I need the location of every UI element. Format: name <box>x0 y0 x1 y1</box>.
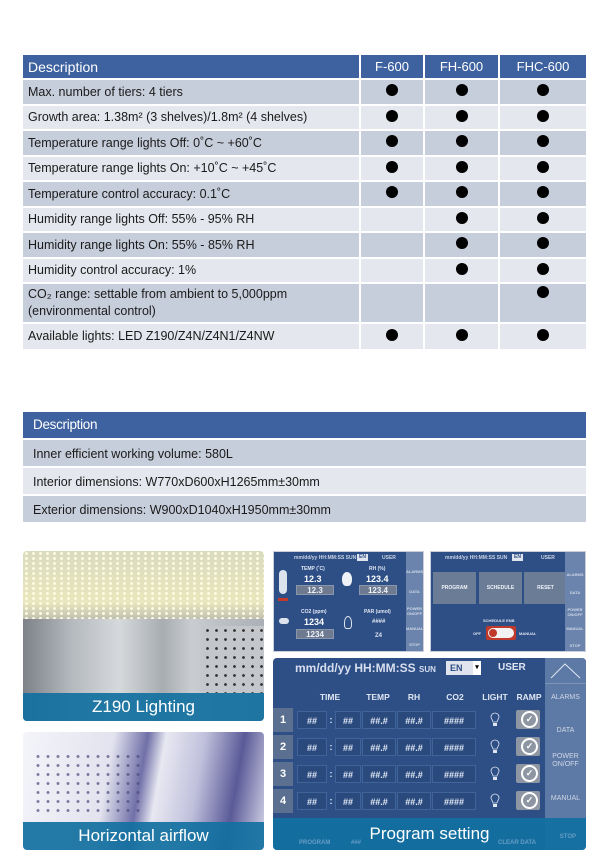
side-power-onoff[interactable]: ON/OFF <box>552 761 579 768</box>
step-number: 4 <box>273 789 293 813</box>
table-row <box>23 130 586 156</box>
table-row <box>23 79 586 105</box>
filled-dot-icon <box>456 237 468 249</box>
hour-field[interactable]: ## <box>297 738 327 756</box>
program-setting-screen <box>273 658 586 850</box>
minute-field[interactable]: ## <box>335 792 361 810</box>
light-bulb-icon[interactable] <box>490 766 500 782</box>
availability-fhc600 <box>499 283 586 323</box>
perforated-panel <box>203 626 264 693</box>
availability-f600 <box>360 130 424 156</box>
co2-field[interactable]: #### <box>432 792 476 810</box>
language-select[interactable]: EN <box>359 554 366 560</box>
temp-field[interactable]: ##.# <box>362 738 396 756</box>
filled-dot-icon <box>386 186 398 198</box>
feature-label: Temperature range lights Off: 0˚C ~ +60˚C <box>23 130 360 156</box>
table-header-row <box>23 55 586 79</box>
language-select[interactable]: EN <box>514 554 521 560</box>
dimensions-table <box>23 412 586 522</box>
step-number: 1 <box>273 708 293 732</box>
dimensions-row: Interior dimensions: W770xD600xH1265mm±30mm <box>23 466 586 494</box>
header-description: Description <box>23 55 360 79</box>
ramp-check-icon[interactable] <box>516 791 540 810</box>
filled-dot-icon <box>456 263 468 275</box>
lighting-caption: Z190 Lighting <box>23 693 264 721</box>
feature-label: Humidity control accuracy: 1% <box>23 258 360 284</box>
time-separator: : <box>329 742 333 752</box>
side-power[interactable]: POWER ON/OFF <box>567 607 583 617</box>
time-separator: : <box>329 796 333 806</box>
side-stop[interactable]: STOP <box>569 643 581 648</box>
rh-field[interactable]: ##.# <box>397 765 431 783</box>
hour-field[interactable]: ## <box>297 765 327 783</box>
airflow-photo <box>23 732 264 850</box>
table-row <box>23 181 586 207</box>
filled-dot-icon <box>386 84 398 96</box>
co2-field[interactable]: #### <box>432 765 476 783</box>
step-number: 2 <box>273 735 293 759</box>
availability-fhc600 <box>499 207 586 233</box>
rh-value: 123.4 <box>366 574 389 584</box>
side-stop[interactable]: STOP <box>409 642 420 647</box>
program-row <box>273 735 545 759</box>
language-select[interactable] <box>446 661 481 675</box>
thermometer-icon <box>279 570 287 594</box>
side-manual[interactable]: MANUAL <box>566 626 584 631</box>
side-alarms[interactable]: ALARMS <box>406 569 424 574</box>
availability-f600 <box>360 181 424 207</box>
schedule-enable-label: SCHEDULE ENB <box>483 618 515 623</box>
datetime-display: mm/dd/yy HH:MM:SS SUN <box>294 555 357 561</box>
filled-dot-icon <box>456 186 468 198</box>
side-power[interactable]: POWER <box>552 753 579 760</box>
date-time: mm/dd/yy HH:MM:SS <box>295 661 416 675</box>
availability-fhc600 <box>499 323 586 349</box>
dimensions-row: Inner efficient working volume: 580L <box>23 438 586 466</box>
col-ramp: RAMP <box>516 692 542 702</box>
availability-f600 <box>360 258 424 284</box>
availability-f600 <box>360 283 424 323</box>
table-row <box>23 323 586 349</box>
dimensions-row: Exterior dimensions: W900xD1040xH1950mm±30mm <box>23 494 586 522</box>
side-alarms[interactable]: ALARMS <box>566 572 584 577</box>
feature-label: Humidity range lights Off: 55% - 95% RH <box>23 207 360 233</box>
filled-dot-icon <box>537 161 549 173</box>
side-power[interactable]: POWER ON/OFF <box>406 606 423 616</box>
availability-fh600 <box>424 79 499 105</box>
dimensions-header: Description <box>23 412 586 438</box>
table-row <box>23 156 586 182</box>
filled-dot-icon <box>537 212 549 224</box>
user-button[interactable]: USER <box>498 662 526 673</box>
filled-dot-icon <box>386 110 398 122</box>
program-row <box>273 708 545 732</box>
filled-dot-icon <box>456 110 468 122</box>
chevron-down-icon: ▾ <box>473 661 481 675</box>
filled-dot-icon <box>537 286 549 298</box>
availability-fhc600 <box>499 232 586 258</box>
light-bulb-icon[interactable] <box>490 739 500 755</box>
airflow-caption: Horizontal airflow <box>23 822 264 850</box>
filled-dot-icon <box>386 135 398 147</box>
side-data[interactable]: DATA <box>556 727 575 734</box>
program-button[interactable]: PROGRAM <box>433 572 476 604</box>
rh-setpoint[interactable]: 123.4 <box>359 585 397 595</box>
light-bulb-icon[interactable] <box>490 712 500 728</box>
specification-table <box>23 55 586 349</box>
minute-field[interactable]: ## <box>335 711 361 729</box>
availability-f600 <box>360 79 424 105</box>
hour-field[interactable]: ## <box>297 711 327 729</box>
side-alarms[interactable]: ALARMS <box>551 694 580 701</box>
availability-fhc600 <box>499 130 586 156</box>
filled-dot-icon <box>537 135 549 147</box>
side-data[interactable]: DATA <box>569 590 581 595</box>
filled-dot-icon <box>386 329 398 341</box>
filled-dot-icon <box>537 263 549 275</box>
filled-dot-icon <box>456 212 468 224</box>
user-button[interactable]: USER <box>541 555 555 561</box>
side-manual[interactable]: MANUAL <box>406 626 424 631</box>
step-number: 3 <box>273 762 293 786</box>
availability-fhc600 <box>499 181 586 207</box>
user-button[interactable]: USER <box>382 555 396 561</box>
table-row <box>23 283 586 323</box>
availability-fh600 <box>424 156 499 182</box>
temp-alarm-indicator <box>278 598 288 601</box>
table-row <box>23 258 586 284</box>
header-fh600: FH-600 <box>424 55 499 79</box>
availability-fh600 <box>424 105 499 131</box>
filled-dot-icon <box>537 329 549 341</box>
availability-f600 <box>360 207 424 233</box>
filled-dot-icon <box>537 237 549 249</box>
filled-dot-icon <box>537 186 549 198</box>
col-temp: TEMP <box>366 692 390 702</box>
side-manual[interactable]: MANUAL <box>550 795 581 802</box>
feature-label: Temperature range lights On: +10˚C ~ +45˚C <box>23 156 360 182</box>
toggle-on-label: MANUAL <box>519 631 537 636</box>
datetime-display: mm/dd/yy HH:MM:SS SUN <box>445 555 508 561</box>
language-value: EN <box>450 663 463 673</box>
temp-value: 12.3 <box>304 574 322 584</box>
availability-fh600 <box>424 130 499 156</box>
controller-main-screen <box>273 551 424 652</box>
col-rh: RH <box>407 692 421 702</box>
datetime-display <box>295 658 436 678</box>
availability-fh600 <box>424 283 499 323</box>
airflow-perforations <box>33 752 143 812</box>
caption-text: Program setting <box>369 824 490 843</box>
availability-fh600 <box>424 232 499 258</box>
light-bulb-icon[interactable] <box>490 793 500 809</box>
availability-fh600 <box>424 258 499 284</box>
rh-field[interactable]: ##.# <box>397 711 431 729</box>
feature-label: Available lights: LED Z190/Z4N/Z4N1/Z4NW <box>23 323 360 349</box>
lighting-photo <box>23 551 264 721</box>
filled-dot-icon <box>456 84 468 96</box>
table-row <box>23 207 586 233</box>
par-label: PAR (umol) <box>364 609 391 615</box>
ghost-clear-data: CLEAR DATA <box>498 840 537 846</box>
filled-dot-icon <box>537 110 549 122</box>
filled-dot-icon <box>386 161 398 173</box>
time-separator: : <box>329 715 333 725</box>
temp-label: TEMP (˚C) <box>301 566 325 572</box>
cloud-icon <box>279 618 289 624</box>
schedule-toggle[interactable] <box>486 626 516 640</box>
feature-label: CO₂ range: settable from ambient to 5,000ppm (environmental control) <box>23 283 360 323</box>
co2-label: CO2 (ppm) <box>301 609 327 615</box>
ghost-program: PROGRAM <box>299 840 331 846</box>
availability-fhc600 <box>499 258 586 284</box>
col-time: TIME <box>319 692 341 702</box>
feature-label: Max. number of tiers: 4 tiers <box>23 79 360 105</box>
temp-field[interactable]: ##.# <box>362 711 396 729</box>
header-f600: F-600 <box>360 55 424 79</box>
humidity-drop-icon <box>342 572 352 586</box>
weekday: SUN <box>419 665 436 674</box>
par-value: #### <box>372 619 386 625</box>
rh-field[interactable]: ##.# <box>397 738 431 756</box>
availability-fhc600 <box>499 79 586 105</box>
filled-dot-icon <box>456 161 468 173</box>
filled-dot-icon <box>456 329 468 341</box>
col-co2: CO2 <box>446 692 464 702</box>
temp-setpoint[interactable]: 12.3 <box>296 585 334 595</box>
ramp-check-icon[interactable] <box>516 710 540 729</box>
feature-label: Growth area: 1.38m² (3 shelves)/1.8m² (4 shelves) <box>23 105 360 131</box>
feature-label: Humidity range lights On: 55% - 85% RH <box>23 232 360 258</box>
time-separator: : <box>329 769 333 779</box>
scroll-up-icon[interactable] <box>545 658 586 684</box>
availability-f600 <box>360 105 424 131</box>
rh-field[interactable]: ##.# <box>397 792 431 810</box>
filled-dot-icon <box>537 84 549 96</box>
schedule-button[interactable]: SCHEDULE <box>479 572 522 604</box>
ghost-hash: ### <box>351 840 362 846</box>
rh-label: RH (%) <box>369 566 386 572</box>
toggle-off-label: OFF <box>473 631 481 636</box>
minute-field[interactable]: ## <box>335 738 361 756</box>
hour-field[interactable]: ## <box>297 792 327 810</box>
program-row <box>273 762 545 786</box>
ramp-check-icon[interactable] <box>516 764 540 783</box>
side-menu <box>406 552 423 651</box>
light-value: Z4 <box>375 633 383 639</box>
availability-f600 <box>360 156 424 182</box>
co2-field[interactable]: #### <box>432 738 476 756</box>
ghost-stop: STOP <box>559 834 576 840</box>
availability-fh600 <box>424 323 499 349</box>
ramp-check-icon[interactable] <box>516 737 540 756</box>
co2-value: 1234 <box>304 617 325 627</box>
table-row <box>23 232 586 258</box>
side-menu <box>565 552 585 651</box>
availability-fhc600 <box>499 105 586 131</box>
temp-field[interactable]: ##.# <box>362 765 396 783</box>
toggle-knob <box>489 629 497 637</box>
temp-field[interactable]: ##.# <box>362 792 396 810</box>
co2-setpoint[interactable]: 1234 <box>296 629 334 639</box>
minute-field[interactable]: ## <box>335 765 361 783</box>
availability-f600 <box>360 323 424 349</box>
availability-fhc600 <box>499 156 586 182</box>
col-light: LIGHT <box>482 692 508 702</box>
availability-fh600 <box>424 181 499 207</box>
bulb-icon <box>344 616 352 629</box>
feature-label: Temperature control accuracy: 0.1˚C <box>23 181 360 207</box>
filled-dot-icon <box>456 135 468 147</box>
availability-fh600 <box>424 207 499 233</box>
header-fhc600: FHC-600 <box>499 55 586 79</box>
reset-button[interactable]: RESET <box>524 572 567 604</box>
controller-menu-screen <box>430 551 586 652</box>
table-row <box>23 105 586 131</box>
co2-field[interactable]: #### <box>432 711 476 729</box>
program-row <box>273 789 545 813</box>
availability-f600 <box>360 232 424 258</box>
side-data[interactable]: DATA <box>409 589 420 594</box>
